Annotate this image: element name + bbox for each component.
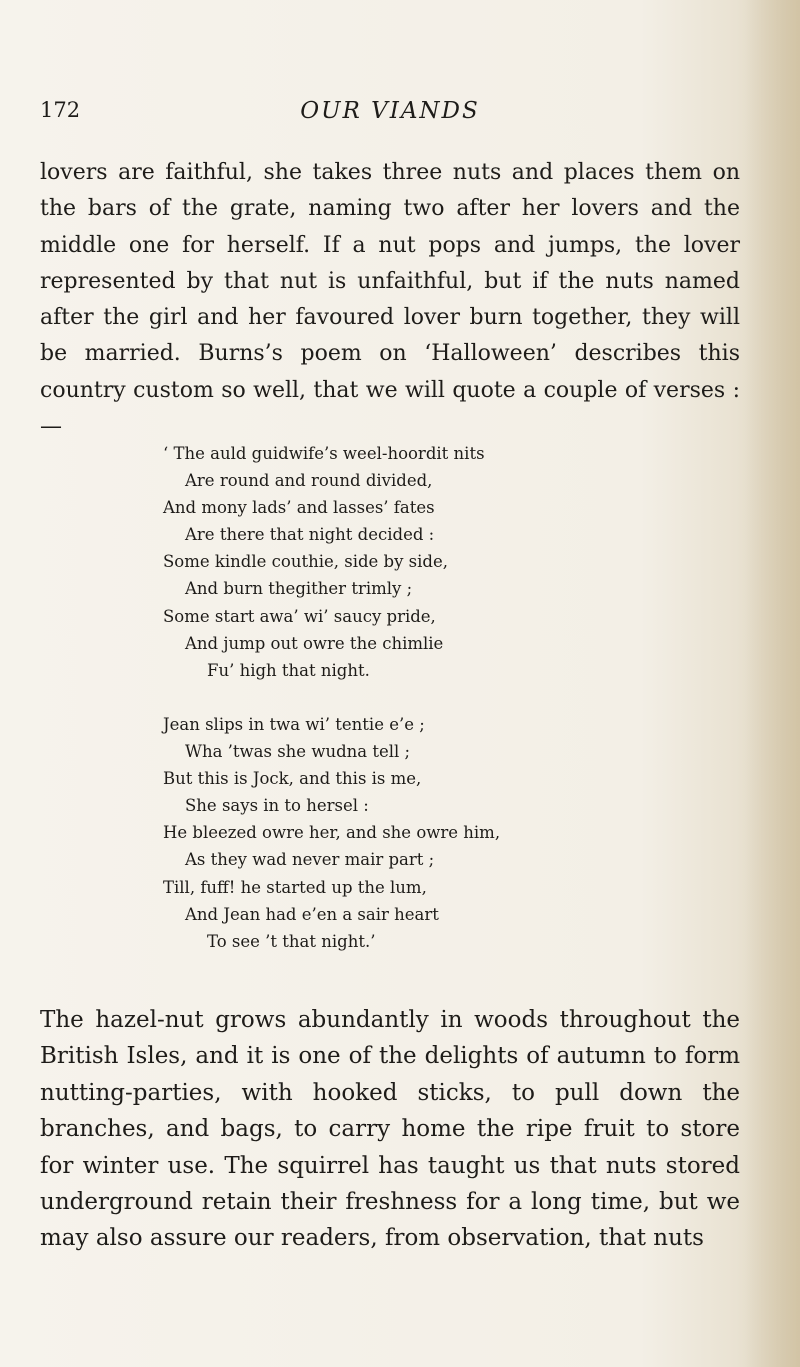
- poem-line: Fu’ high that night.: [207, 660, 370, 680]
- poem-line: To see ’t that night.’: [207, 931, 376, 951]
- page-edge-shading: [745, 0, 800, 1367]
- poem-line: ‘ The auld guidwife’s weel-hoordit nits: [163, 444, 485, 463]
- running-header: [40, 98, 740, 132]
- opening-paragraph-block: [40, 155, 740, 445]
- poem-line: He bleezed owre her, and she owre him,: [163, 823, 501, 843]
- closing-paragraph-block: [40, 1002, 740, 1257]
- opening-paragraph: lovers are faithful, she takes three nuts and places them on the bars of the grate, naming two after her lovers and the middle one for herself. If a nut pops and jumps, the lover represented by that nut is unfaithful, but if the nuts named after the girl and her favoured lover burn together, they will be married. Burns’s poem on ‘Halloween’ describes this country custom so well, that we will quote a couple of verses :—: [40, 160, 740, 440]
- poem-line: But this is Jock, and this is me,: [163, 769, 422, 789]
- poem-line: Are there that night decided :: [185, 525, 435, 545]
- poem-line: And mony lads’ and lasses’ fates: [163, 498, 435, 518]
- closing-paragraph: The hazel-nut grows abundantly in woods throughout the British Isles, and it is one of the delights of autumn to form nutting-parties, with hooked sticks, to pull down the branches, and bags, to carry home the ripe fruit to store for winter use. The squirrel has taught us that nuts stored underground retain their freshness for a long time, but we may also assure our readers, from observation, that nuts: [40, 1007, 740, 1252]
- page-number: 172: [40, 98, 81, 122]
- poem-line: Are round and round divided,: [185, 471, 433, 491]
- poem-stanza-1: [163, 440, 723, 684]
- poem-line: She says in to hersel :: [185, 796, 369, 816]
- poem-line: Some kindle couthie, side by side,: [163, 552, 448, 572]
- poem-line: Wha ’twas she wudna tell ;: [185, 742, 411, 762]
- running-title: OUR VIANDS: [300, 98, 480, 124]
- poem-line: And Jean had e’en a sair heart: [185, 904, 439, 924]
- poem-line: And jump out owre the chimlie: [185, 633, 444, 653]
- poem-line: As they wad never mair part ;: [185, 850, 435, 870]
- poem-line: Some start awa’ wi’ saucy pride,: [163, 606, 436, 626]
- poem-line: Till, fuff! he started up the lum,: [163, 877, 427, 897]
- poem-stanza-2: [163, 711, 723, 955]
- poem-line: Jean slips in twa wi’ tentie e’e ;: [163, 715, 425, 734]
- poem-line: And burn thegither trimly ;: [185, 579, 413, 599]
